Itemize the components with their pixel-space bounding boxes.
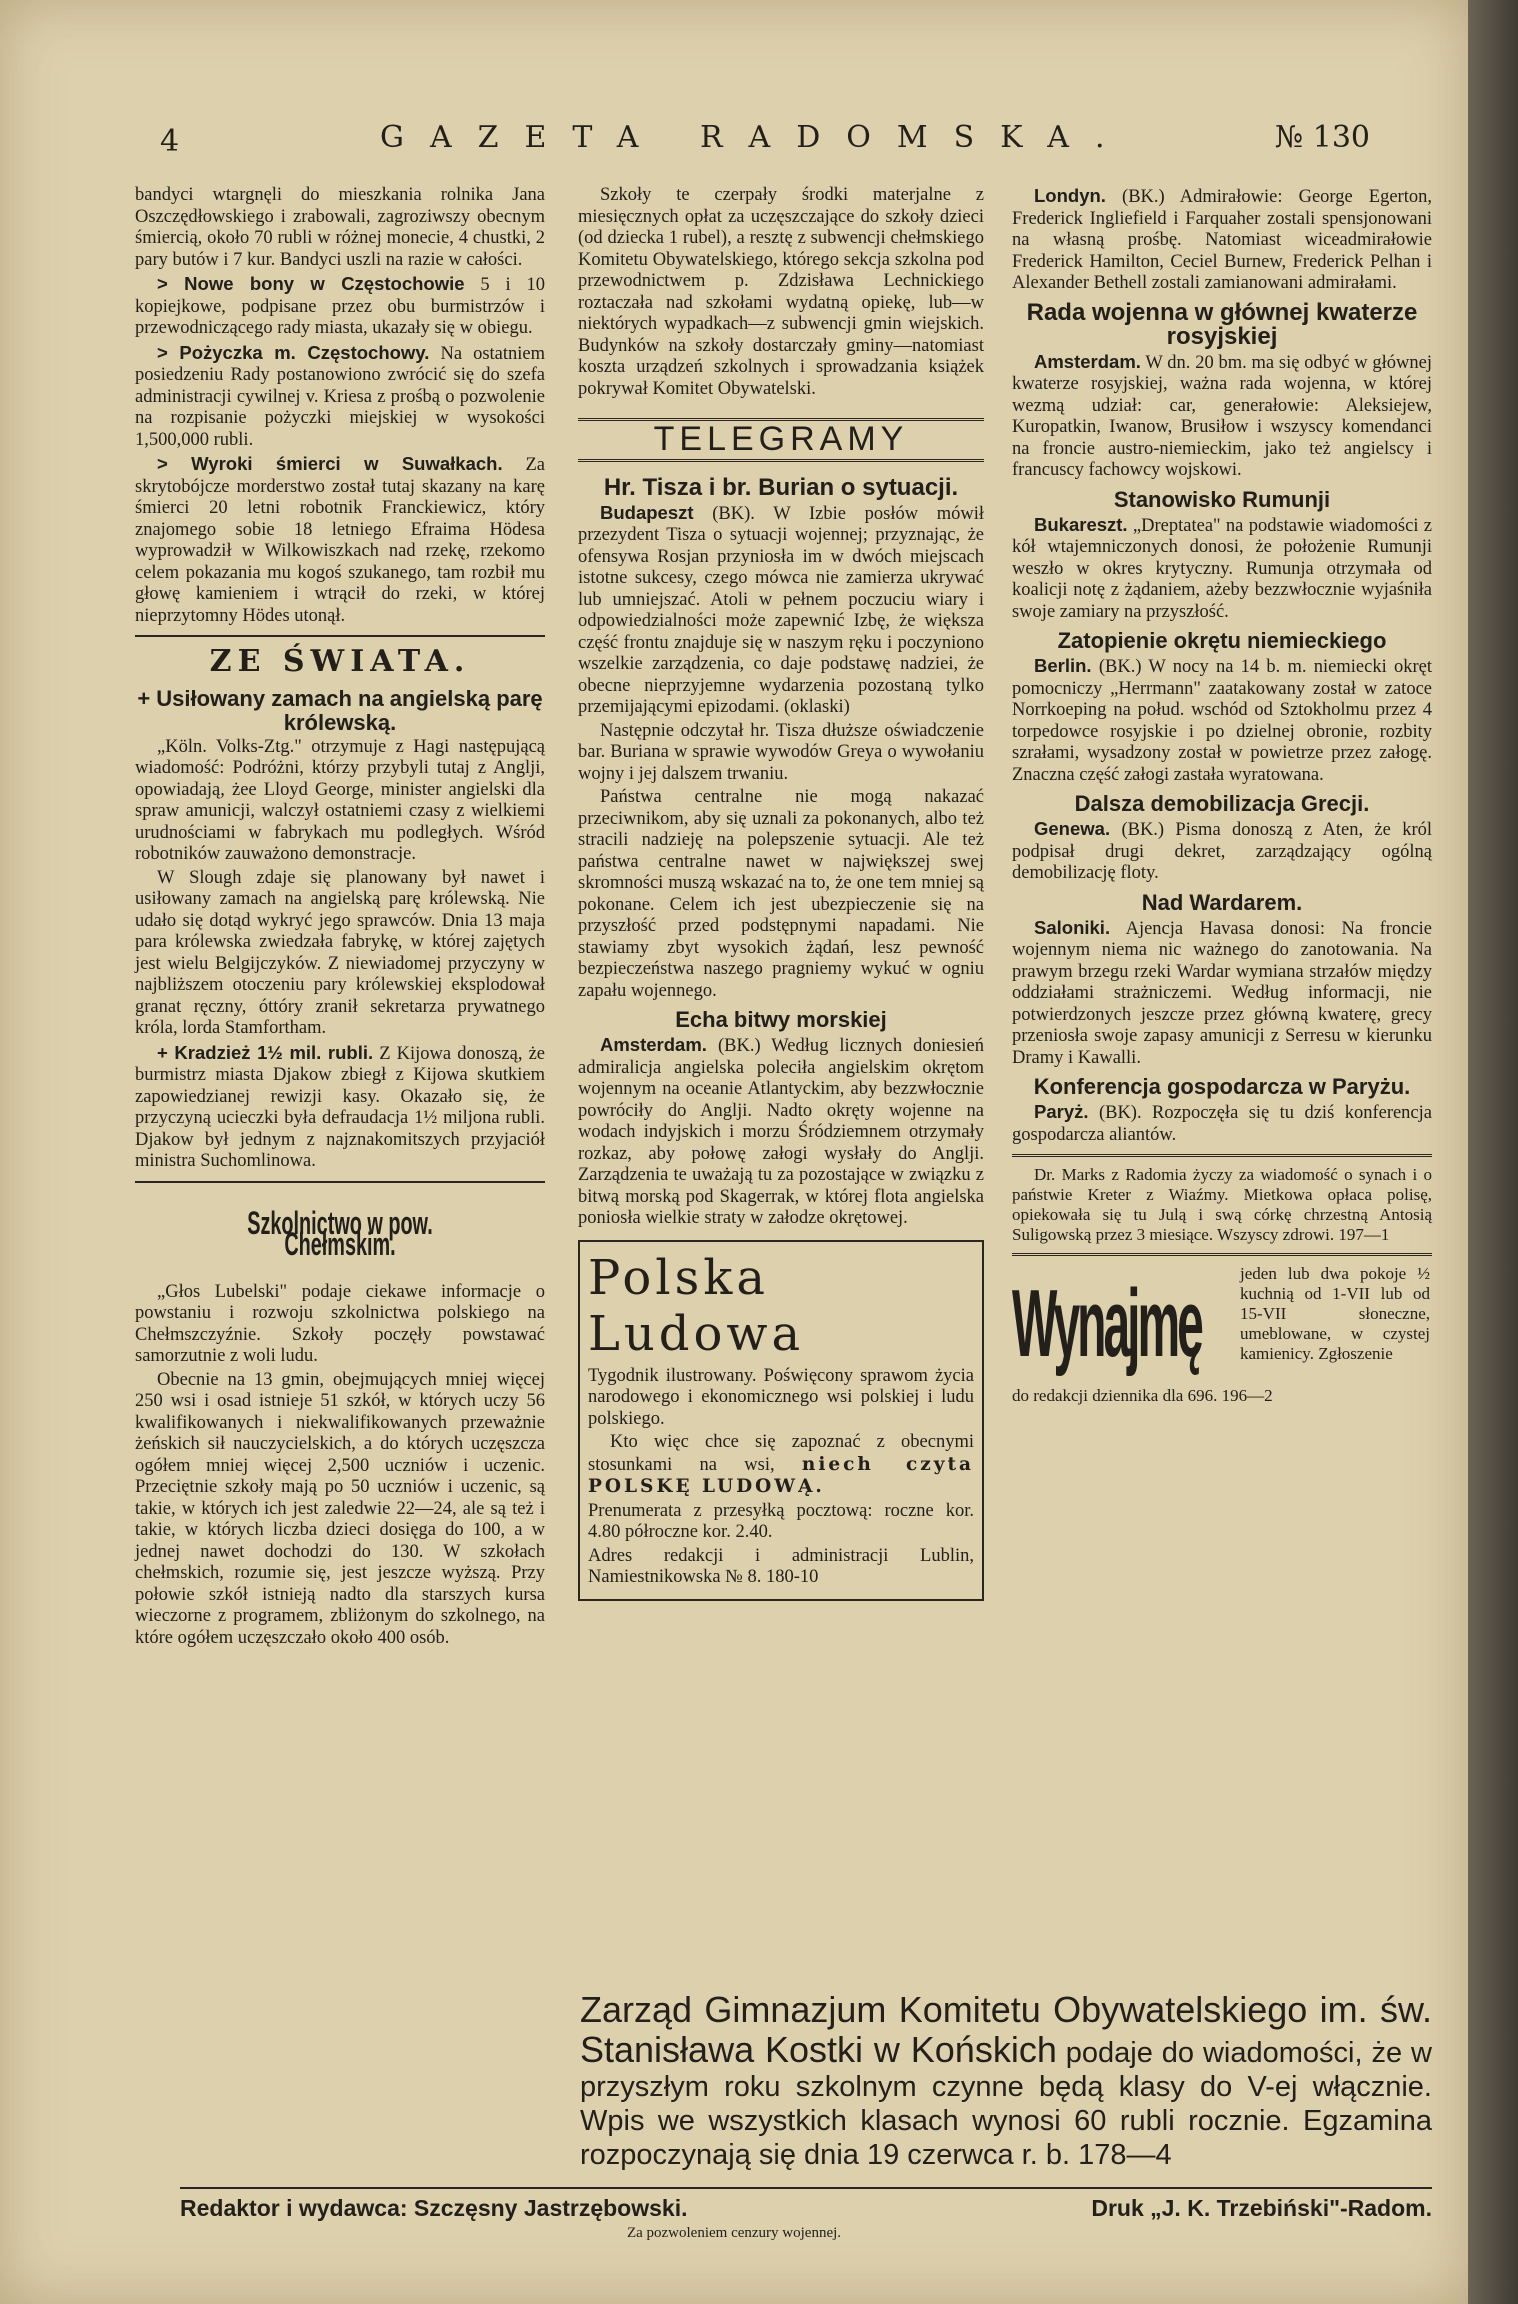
section-heading-ze-swiata: ZE ŚWIATA. xyxy=(209,644,471,679)
ad-text: Tygodnik ilustrowany. Poświęcony sprawom życia narodowego i ekonomicznego wsi polskiej i ludu polskiego. xyxy=(588,1365,974,1429)
divider xyxy=(1012,1253,1432,1256)
article-text: 5 i 10 kopiejkowe, podpisane przez obu burmistrzów i przewodniczącego rady miasta, ukazały się w obiegu. xyxy=(135,275,546,338)
issue-number: № 130 xyxy=(1274,120,1370,155)
article-lead: > Wyroki śmierci w Suwałkach. xyxy=(157,453,503,474)
article-lead: + Kradzież 1½ mil. rubli. xyxy=(157,1041,374,1063)
ad-gimnazjum-headline: Zarząd Gimnazjum Komitetu Obywatelskiego im. św. Stanisława Kostki w Końskich xyxy=(580,1989,1432,2070)
article-lead: Londyn. xyxy=(1034,185,1106,206)
article-rumunja xyxy=(1012,514,1432,624)
article-text: Szkoły te czerpały środki materjalne z miesięcznych opłat za uczęszczające do szkoły dzieci (od dziecka 1 rubel), a resztę z subwencji chełmskiego Komitetu Obywatelskiego, którego sekcja szkolna pod przewodnictwem p. Zdzisława Lechnickiego roztaczała nad szkołami wydatną opiekę, lub—w niektórych wypadkach—z subwencji gmin wiejskich. Budynków na szkoły dostarczały gminy—natomiast koszta urządzeń szkolnych i sprowadzania książek pokrywał Komitet Obywatelski. xyxy=(578,185,984,399)
article-heading: Stanowisko Rumunji xyxy=(1113,486,1331,512)
ad-polska-ludowa xyxy=(578,1240,984,1601)
divider xyxy=(135,1181,545,1183)
article-lead: Genewa. xyxy=(1034,818,1111,839)
article-text: „Köln. Volks-Ztg." otrzymuje z Hagi następującą wiadomość: Podróżni, którzy przybyli tutaj z Anglji, opowiadają, żee Lloyd George, minister angielski dla spraw amunicji, walczył ostatniemi czasy z wielkiemi urudnościami w fabrykach mu podległych. Wśród robotników zauważono demonstracje. xyxy=(135,736,545,864)
column-3 xyxy=(1012,185,1432,1434)
article-kradziez xyxy=(135,1042,545,1173)
article-text: Za skrytobójcze morderstwo został tutaj skazany na karę śmierci 20 letni robotnik Franckiewicz, który znajomego sobie 18 letniego Efraima Hödesa wyprowadził w Wilkowiszkach nad rzekę, rzekomo celem pokazania mu kogoś szukanego, tam rozbił mu głowę kamieniem i wtrącił do rzeki, w której nieprzytomny Hödes utonął. xyxy=(135,455,545,626)
article-text: W Slough zdaje się planowany był nawet i usiłowany zamach na angielską parę królewską. Nie udało się dotąd wykryć jego sprawców. Dnia 13 maja para królewska zwiedzała fabrykę, w której zajętych jest wielu Belgijczyków. Z niewiadomej przyczyny w najbliższem otoczeniu pary królewskiej eksplodował granat ręczny, óttóry zranił sekretarza prywatnego króla, lorda Stamfortham. xyxy=(135,867,545,1038)
editor-line: Redaktor i wydawca: Szczęsny Jastrzębowski. xyxy=(180,2195,688,2221)
article-heading: Rada wojenna w głównej kwaterze rosyjskiej xyxy=(1026,298,1418,350)
article-text: W dn. 20 bm. ma się odbyć w głównej kwaterze rosyjskiej, ważna rada wojenna, w której wezmą udział: car, generałowie: Aleksiejew, Kuropatkin, Iwanow, Brusiłow i wszyscy komendanci na froncie austro-niemieckim, jako też angielscy i francuscy fachowcy wojskowi. xyxy=(1012,352,1432,480)
article-text: (BK.) Admirałowie: George Egerton, Frederick Ingliefield i Farquaher zostali spensjonowani na własną prośbę. Natomiast wiceadmirałowie Frederick Hamilton, Ceciel Burnew, Frederick Pelhan i Alexander Bethell zostali zamianowani admirałami. xyxy=(1012,187,1432,293)
ad-wynajme-text: jeden lub dwa pokoje ½ kuchnią od 1-VII lub od 15-VII słoneczne, umeblowane, w czystej kamienicy. Zgłoszenie xyxy=(1240,1264,1430,1363)
ad-gimnazjum-body: podaje do wiadomości, że w przyszłym roku szkolnym czynne będą klasy do V-ej włącznie. Wpis we wszystkich klasach wynosi 60 rubli rocznie. Egzamina rozpoczynają się dnia 19 czerwca r. b. 178—4 xyxy=(580,2037,1432,2171)
article-echa xyxy=(578,1034,984,1230)
ad-callout: niech czyta POLSKĘ LUDOWĄ. xyxy=(588,1453,974,1497)
article-lead: > Pożyczka m. Częstochowy. xyxy=(157,341,430,363)
article-text: (BK). W Izbie posłów mówił przezydent Tisza o sytuacji wojennej; przyznając, że ofensywa Rosjan przyniosła im w dwóch miejscach istotne sukcesy, czego mówca nie zamierza ukrywać lub umniejszać. Atoli w pełnem poczuciu wiary i odpowiedzialności może zapewnić Izbę, że większa część frontu znajduje się w naszym ręku i poczyniono wszelkie zarządzenia, co daje podstawę nadziei, że obecne nieprzyjemne wydarzenia pozostaną tylko przemijającymi epizodami. (oklaski) xyxy=(578,503,985,717)
article-wyroki xyxy=(135,453,545,627)
ad-wynajme xyxy=(1012,1264,1432,1434)
article-lead: Amsterdam. xyxy=(1034,350,1141,372)
article-lead: Amsterdam. xyxy=(600,1034,707,1055)
article-lead: Budapeszt xyxy=(600,501,694,523)
page-footer xyxy=(180,2187,1432,2222)
section-heading-szkolnictwo: Szkolnictwo w pow. Chełmskim. xyxy=(247,1204,433,1262)
article-text: Z Kijowa donoszą, że burmistrz miasta Djakow zbiegł z Kijowa skutkiem zapowiedzianej rewizji kasy. Okazało się, że przyczyną ucieczki była defraudacja 1½ miljona rubli. Djakow był jednym z najznakomitszych przyjaciół ministra Suchomlinowa. xyxy=(135,1043,546,1171)
ad-text xyxy=(588,1432,974,1499)
article-text: (BK). Rozpoczęła się tu dziś konferencja gospodarcza aliantów. xyxy=(1012,1103,1432,1145)
newspaper-title: GAZETA RADOMSKA. xyxy=(380,120,1131,155)
article-heading: Zatopienie okrętu niemieckiego xyxy=(1057,628,1387,653)
page-number: 4 xyxy=(160,124,180,159)
ad-address: Adres redakcji i administracji Lublin, Namiestnikowska № 8. 180-10 xyxy=(588,1545,974,1587)
page-edge xyxy=(1468,0,1518,2304)
article-text: „Dreptatea" na podstawie wiadomości z kół wtajemniczonych donosi, że położenie Rumunji weszło w okres krytyczny. Rumunja otrzymała od koalicji notę z żądaniem, ażeby bezzwłocznie wyjaśniła swoje zamiary na przyszłość. xyxy=(1012,515,1433,622)
article-paryz xyxy=(1012,1101,1432,1146)
article-lead: Bukareszt. xyxy=(1034,513,1128,535)
article-text: Następnie odczytał hr. Tisza dłuższe oświadczenie bar. Buriana w sprawie wywodów Greya o wywołaniu wojny i jej dalszem trwaniu. xyxy=(578,720,984,784)
article-wardar xyxy=(1012,917,1432,1070)
ad-marks: Dr. Marks z Radomia życzy za wiadomość o synach i o państwie Kreter z Wiaźmy. Mietkowa opłaca polisę, opiekowała się tu Julą i swą córkę chrzestną Antosią Suligowską przez 3 miesiące. Wszyscy zdrowi. 197—1 xyxy=(1012,1165,1432,1244)
page-header xyxy=(160,120,1370,160)
article-rada xyxy=(1012,351,1432,482)
censorship-note: Za pozwoleniem cenzury wojennej. xyxy=(626,2225,842,2241)
column-2 xyxy=(578,185,984,1601)
ad-wynajme-title: Wynajmę xyxy=(1012,1270,1201,1377)
article-pozyczka xyxy=(135,342,545,452)
divider xyxy=(135,635,545,637)
article-lead: Saloniki. xyxy=(1034,916,1111,938)
article-bony xyxy=(135,273,545,340)
article-text: Na ostatniem posiedzeniu Rady postanowiono zwrócić się do szefa administracji cywilnej v. Kriesa z prośbą o pozwolenie na rozpisanie pożyczki miejskiej w wysokości 1,500,000 rubli. xyxy=(135,343,546,450)
divider xyxy=(1012,1154,1432,1157)
article-tisza xyxy=(578,502,984,719)
article-heading: Hr. Tisza i br. Burian o sytuacji. xyxy=(603,473,959,501)
article-text: (BK.) W nocy na 14 b. m. niemiecki okręt pomocniczy „Herrmann" zaatakowany został w zatoce Norrkoeping na połud. wschód od Sztokholmu przez 4 torpedowce rosyjskie i po dzielnej obronie, rozbity szrałami, wysadzony został w powietrze przez załogę. Znaczna część załogi zastała wyratowana. xyxy=(1012,657,1432,785)
article-heading: Nad Wardarem. xyxy=(1141,889,1303,915)
article-text: „Głos Lubelski" podaje ciekawe informacje o powstaniu i rozwoju szkolnictwa polskiego na Chełmszczyźnie. Szkoły poczęły powstawać samorzutnie z woli ludu. xyxy=(135,1281,545,1366)
article-text: (BK.) Według licznych doniesień admiralicja angielska poleciła angielskim okrętom wojennym na oceanie Atlantyckim, aby bezzwłocznie powróciły do Anglji. Nadto okręty wojenne na wodach indyjskich i morzu Śródziemnem otrzymały rozkaz, aby połowę załogi wysłały do Anglji. Zarządzenia te uważają tu za pozostające w związku z bitwą morską pod Skagerrak, w której flota angielska poniosła wielkie straty w załodze okrętowej. xyxy=(578,1036,984,1228)
article-heading: Konferencja gospodarcza w Paryżu. xyxy=(1033,1074,1411,1099)
column-1 xyxy=(135,185,545,1651)
ad-text-part: Kto więc chce się zapoznać z obecnymi stosunkami na wsi, xyxy=(588,1432,974,1475)
article-heading: Echa bitwy morskiej xyxy=(675,1007,887,1032)
article-grecja xyxy=(1012,818,1432,885)
article-text: bandyci wtargnęli do mieszkania rolnika Jana Oszczędłowskiego i zrabowali, zagroziwszy obecnym śmiercią, około 70 rubli w różnej monecie, 4 chustki, 2 pary butów i 7 kur. Bandyci uszli na razie w całości. xyxy=(135,185,545,270)
article-text: Obecnie na 13 gmin, obejmujących mniej więcej 250 wsi i osad istnieje 51 szkół, w których uczy 56 kwalifikowanych i niekwalifikowanych przeważnie żeńskich sił nauczycielskich, a do których uczęszcza ogółem mniej więcej 2,500 uczniów i uczenic. Przeciętnie szkoły mają po 50 uczniów i uczenic, są takie, w których ich jest zaledwie 22—24, ale są też i takie, w których liczba dzieci dosięga do 100, a w jednej nawet dochodzi do 130. W szkołach chełmskich, rozumie się, jest jeszcze wyższą. Przy połowie szkół istnieją nadto dla starszych kursa wieczorne z programem, zbliżonym do szkolnego, na które ogółem uczęszczało około 400 osób. xyxy=(135,1369,545,1648)
ad-gimnazjum xyxy=(580,1990,1432,2172)
ad-wynajme-contact: do redakcji dziennika dla 696. 196—2 xyxy=(1012,1386,1273,1405)
article-heading: + Usiłowany zamach na angielską parę królewską. xyxy=(137,685,543,735)
article-lead: > Nowe bony w Częstochowie xyxy=(157,273,465,294)
section-heading-telegramy: TELEGRAMY xyxy=(578,418,984,462)
article-text: (BK.) Pisma donoszą z Aten, że król podpisał drugi dekret, zarządzający ogólną demobilizację floty. xyxy=(1012,820,1432,883)
article-zatopienie xyxy=(1012,655,1432,786)
article-lead: Paryż. xyxy=(1034,1101,1089,1122)
ad-title: Polska Ludowa xyxy=(588,1249,805,1362)
printer-line: Druk „J. K. Trzebiński"-Radom. xyxy=(1091,2195,1432,2221)
article-text: Ajencja Havasa donosi: Na froncie wojennym niema nic ważnego do zanotowania. Na prawym brzegu rzeki Wardar wymiana strzałów między oddziałami strażniczemi. Według informacji, nie potwierdzonych jeszcze przez główną kwaterę, grecy przeniosła swoje zapasy amunicji z Serresu w kierunku Dramy i Kawalli. xyxy=(1012,918,1433,1068)
article-lead: Berlin. xyxy=(1034,655,1092,676)
article-heading: Dalsza demobilizacja Grecji. xyxy=(1074,791,1370,816)
article-text: Państwa centralne nie mogą nakazać przeciwnikom, aby się uznali za pokonanych, albo też stracili nadzieję na polepszenie sytuacji. Ale też państwa centralne nawet w największej swej skromności muszą wskazać na to, że one tem mniej są pokonane. Celem ich jest ubezpieczenie się na przyszłość przed podstępnymi napadami. Nie stawiamy zbyt wysokich żądań, lesz pewność bezpieczeństwa naszego pragniemy wykuć w ogniu zapału wojennego. xyxy=(578,787,984,1001)
ad-text: Prenumerata z przesyłką pocztową: roczne kor. 4.80 półroczne kor. 2.40. xyxy=(588,1500,974,1542)
article-londyn xyxy=(1012,185,1432,295)
